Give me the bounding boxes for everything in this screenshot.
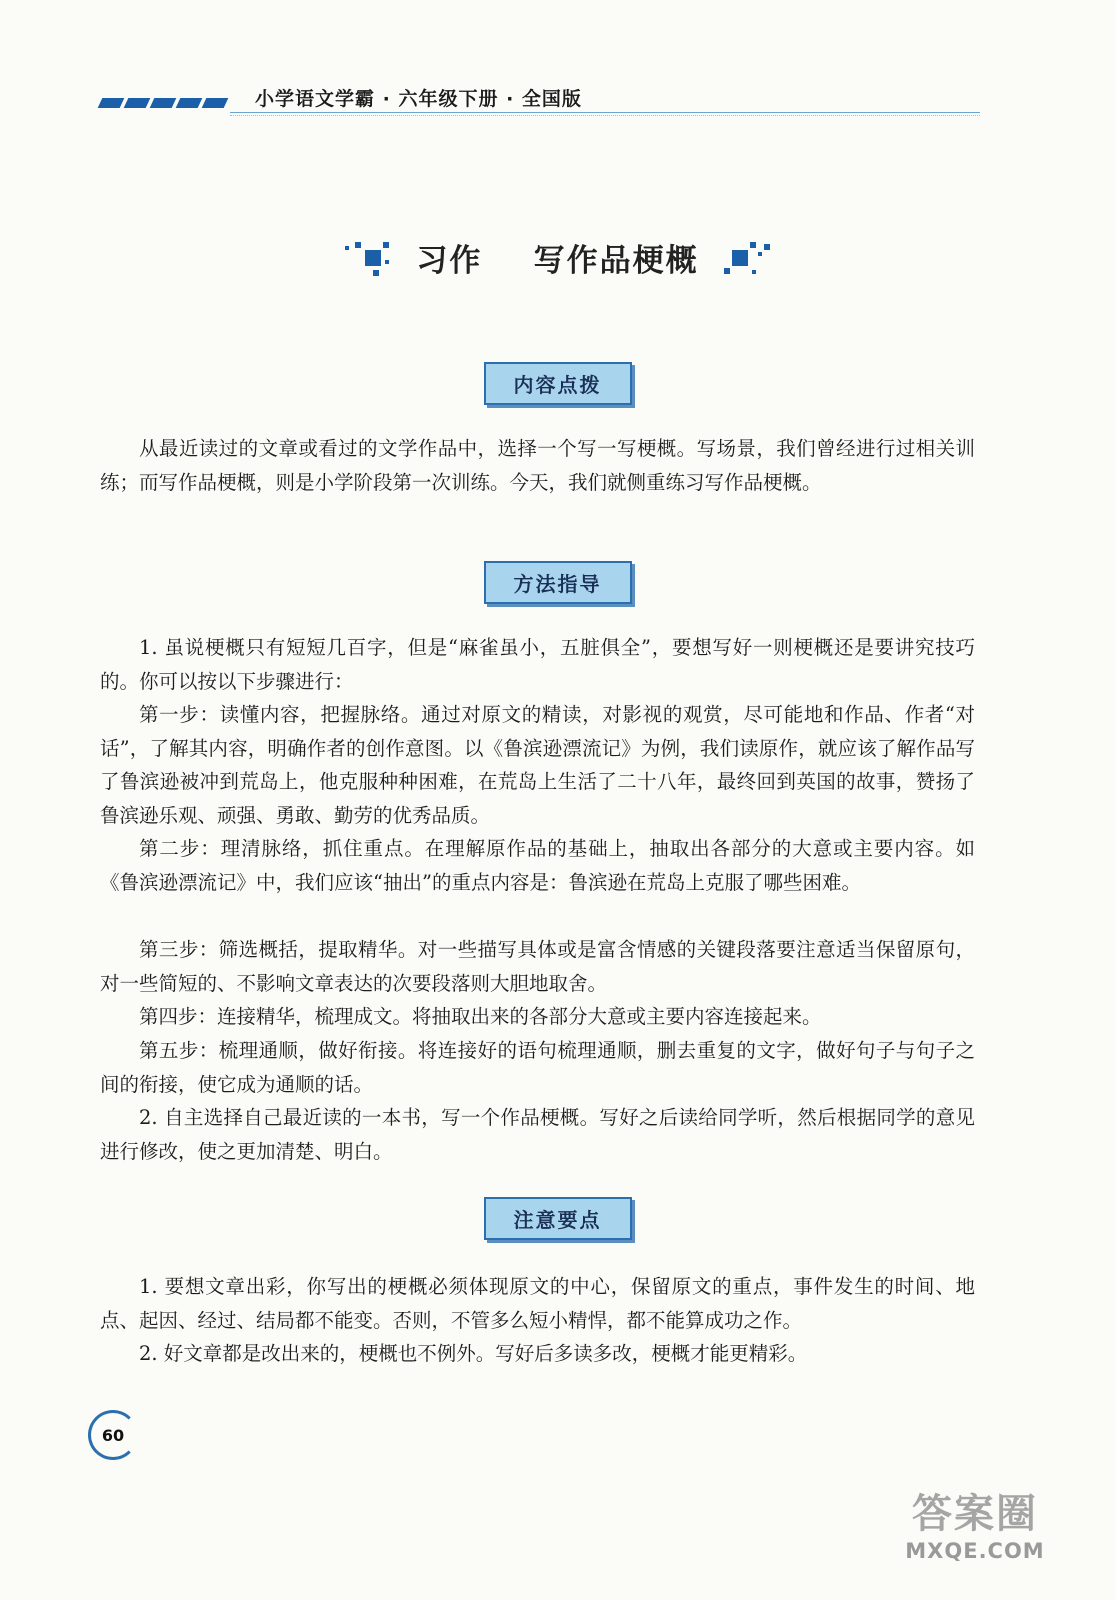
key-point-1: 1. 要想文章出彩，你写出的梗概必须体现原文的中心，保留原文的重点，事件发生的时间、地点、起因、经过、结局都不能变。否则，不管多么短小精悍，都不能算成功之作。 (100, 1275, 975, 1332)
section-tag-method-guide (0, 561, 1115, 609)
running-header (100, 78, 980, 122)
method-paragraph-2: 2. 自主选择自己最近读的一本书，写一个作品梗概。写好之后读给同学听，然后根据同学的意见进行修改，使之更加清楚、明白。 (100, 1106, 975, 1163)
method-step-4: 第四步：连接精华，梳理成文。将抽取出来的各部分大意或主要内容连接起来。 (139, 1005, 822, 1028)
header-stripes-decoration (100, 98, 226, 108)
key-point-2: 2. 好文章都是改出来的，梗概也不例外。写好后多读多改，梗概才能更精彩。 (139, 1342, 808, 1365)
section-tag-label: 注意要点 (484, 1197, 632, 1240)
header-rule-dotted (230, 115, 980, 116)
chapter-title (416, 235, 698, 280)
section-tag-key-points (0, 1197, 1115, 1245)
section-tag-content-tip (0, 362, 1115, 410)
right-squares-decoration (718, 238, 772, 278)
section-tag-label: 内容点拨 (484, 362, 632, 405)
page-number: 60 (88, 1410, 138, 1460)
header-rule (230, 112, 980, 113)
chapter-title-text: 写作品梗概 (533, 243, 699, 279)
method-step-1: 第一步：读懂内容，把握脉络。通过对原文的精读，对影视的观赏，尽可能地和作品、作者“对话”，了解其内容，明确作者的创作意图。以《鲁滨逊漂流记》为例，我们读原作，就应该了解作品写了鲁滨逊被冲到荒岛上，他克服种种困难，在荒岛上生活了二十八年，最终回到英国的故事，赞扬了鲁滨逊乐观、顽强、勇敢、勤劳的优秀品质。 (100, 703, 975, 827)
method-paragraph-1: 1. 虽说梗概只有短短几百字，但是“麻雀虽小，五脏俱全”，要想写好一则梗概还是要讲究技巧的。你可以按以下步骤进行： (100, 636, 975, 693)
chapter-heading (0, 235, 1115, 285)
watermark-text: 答案圈 (912, 1491, 1038, 1537)
left-squares-decoration (343, 238, 397, 278)
method-step-3: 第三步：筛选概括，提取精华。对一些描写具体或是富含情感的关键段落要注意适当保留原句，对一些简短的、不影响文章表达的次要段落则大胆地取舍。 (100, 938, 975, 995)
watermark-url: MXQE.COM (905, 1539, 1045, 1563)
section-tag-label: 方法指导 (484, 561, 632, 604)
header-title: 小学语文学霸 · 六年级下册 · 全国版 (255, 88, 582, 110)
method-step-5: 第五步：梳理通顺，做好衔接。将连接好的语句梳理通顺，删去重复的文字，做好句子与句子之间的衔接，使它成为通顺的话。 (100, 1039, 975, 1096)
method-step-2: 第二步：理清脉络，抓住重点。在理解原作品的基础上，抽取出各部分的大意或主要内容。如《鲁滨逊漂流记》中，我们应该“抽出”的重点内容是：鲁滨逊在荒岛上克服了哪些困难。 (100, 837, 975, 894)
chapter-label: 习作 (416, 243, 483, 279)
content-tip-paragraph: 从最近读过的文章或看过的文学作品中，选择一个写一写梗概。写场景，我们曾经进行过相关训练；而写作品梗概，则是小学阶段第一次训练。今天，我们就侧重练习写作品梗概。 (100, 437, 975, 494)
watermark (860, 1482, 1090, 1572)
